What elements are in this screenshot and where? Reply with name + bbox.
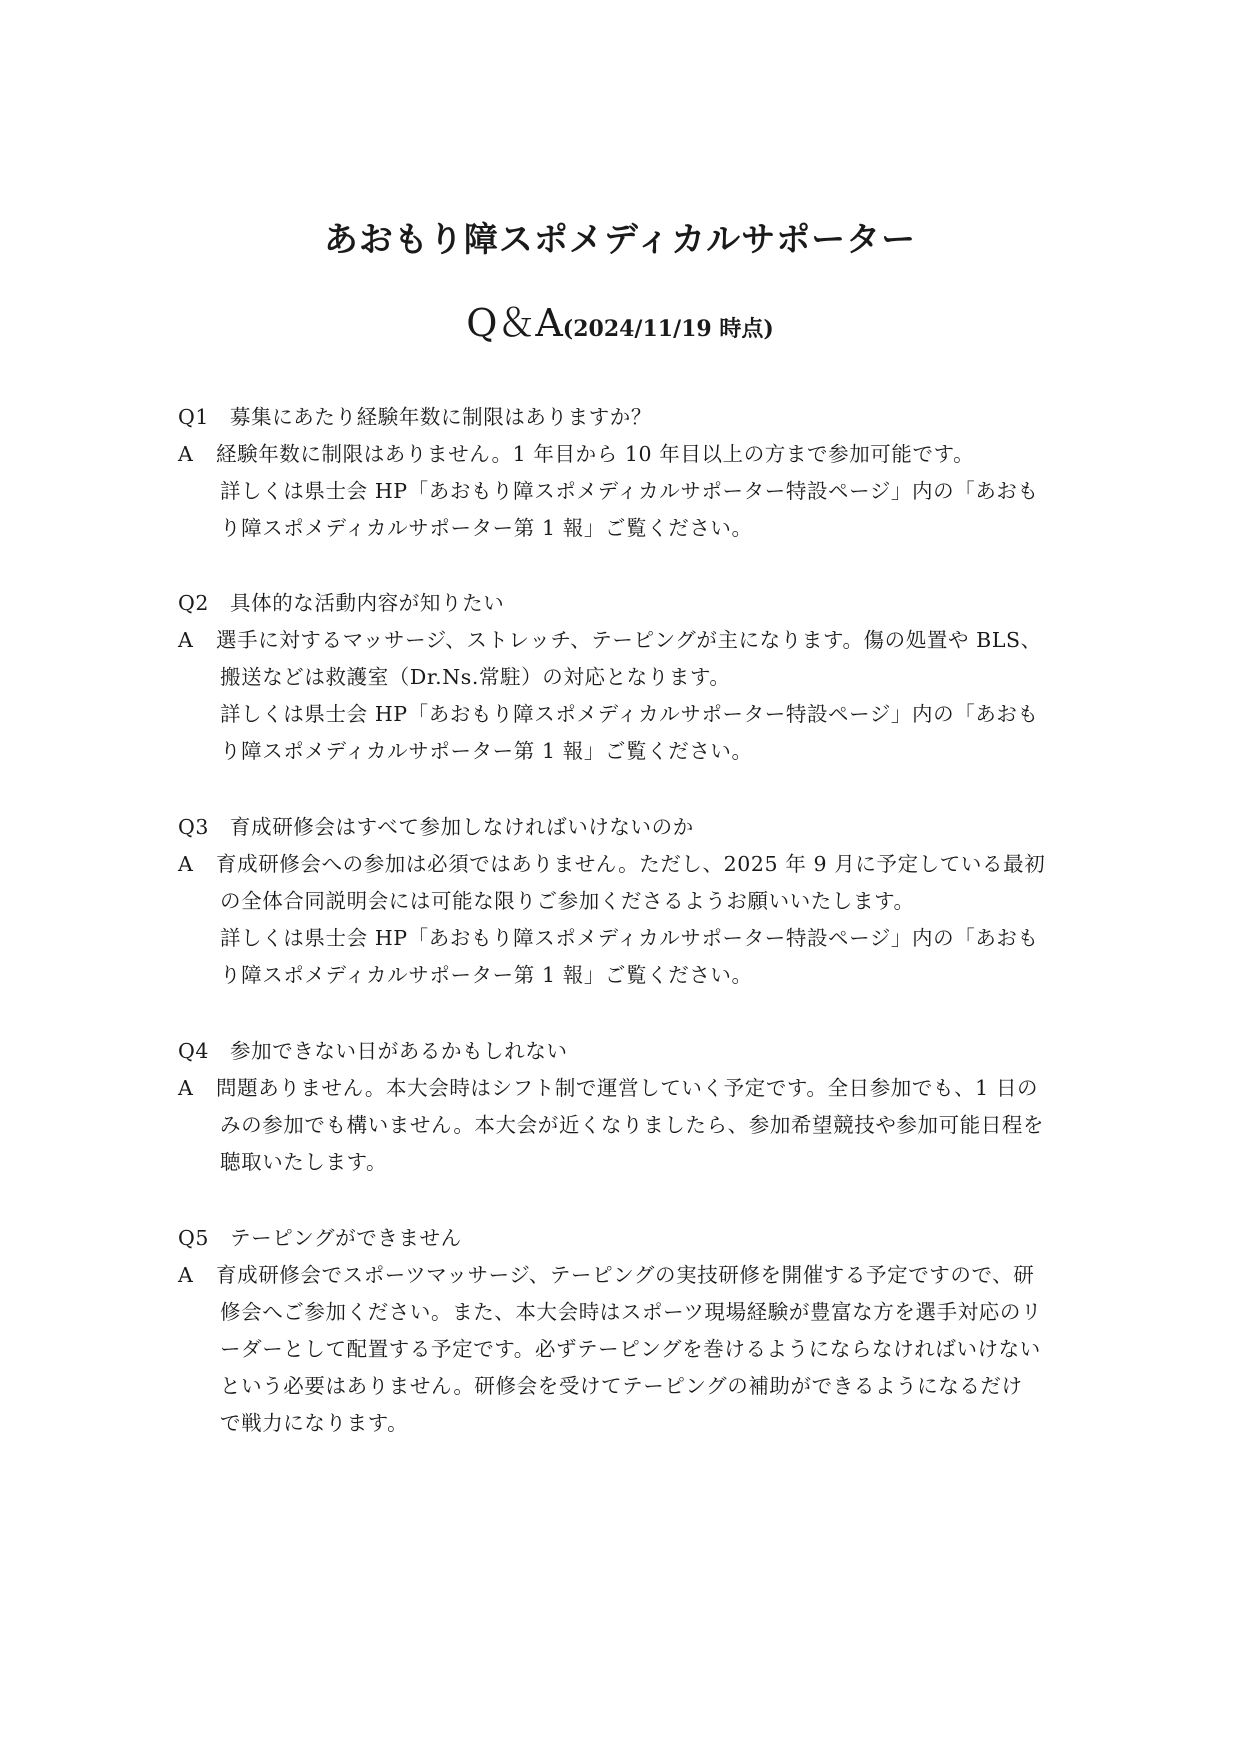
answer-line: り障スポメディカルサポーター第 1 報」ご覧ください。: [220, 516, 753, 540]
answer-line: 詳しくは県士会 HP「あおもり障スポメディカルサポーター特設ページ」内の「あおも: [220, 926, 1039, 950]
answer-label: A: [178, 628, 194, 652]
document-subtitle: [0, 298, 1240, 356]
answer-line: で戦力になります。: [220, 1411, 409, 1435]
question-label: Q2: [178, 591, 210, 615]
answer-line: 経験年数に制限はありません。1 年目から 10 年目以上の方まで参加可能です。: [216, 442, 975, 466]
answer-line: 修会へご参加ください。また、本大会時はスポーツ現場経験が豊富な方を選手対応のリ: [220, 1300, 1043, 1324]
answer-label: A: [178, 1076, 194, 1100]
answer-line: 聴取いたします。: [220, 1150, 388, 1174]
answer-line: の全体合同説明会には可能な限りご参加くださるようお願いいたします。: [220, 889, 915, 913]
subtitle-date: (2024/11/19 時点): [562, 316, 774, 342]
answer-line: ーダーとして配置する予定です。必ずテーピングを巻けるようにならなければいけない: [220, 1337, 1041, 1361]
answer-line: 問題ありません。本大会時はシフト制で運営していく予定です。全日参加でも、1 日の: [216, 1076, 1039, 1100]
answer-line: 搬送などは救護室（Dr.Ns.常駐）の対応となります。: [220, 665, 731, 689]
answer-line: という必要はありません。研修会を受けてテーピングの補助ができるようになるだけ: [220, 1374, 1023, 1398]
answer-line: 詳しくは県士会 HP「あおもり障スポメディカルサポーター特設ページ」内の「あおも: [220, 702, 1039, 726]
question-label: Q5: [178, 1226, 210, 1250]
answer-line: 育成研修会への参加は必須ではありません。ただし、2025 年 9 月に予定している最初: [216, 852, 1046, 876]
answer-line: り障スポメディカルサポーター第 1 報」ご覧ください。: [220, 963, 753, 987]
subtitle-main: Q＆A: [466, 301, 563, 345]
answer-label: A: [178, 852, 194, 876]
question-text: 参加できない日があるかもしれない: [230, 1039, 568, 1063]
answer-label: A: [178, 1263, 194, 1287]
question-label: Q4: [178, 1039, 210, 1063]
question-label: Q1: [178, 405, 210, 429]
question-label: Q3: [178, 815, 210, 839]
document-title: あおもり障スポメディカルサポーター: [323, 220, 917, 260]
answer-line: り障スポメディカルサポーター第 1 報」ご覧ください。: [220, 739, 753, 763]
answer-line: みの参加でも構いません。本大会が近くなりましたら、参加希望競技や参加可能日程を: [220, 1113, 1045, 1137]
question-text: 具体的な活動内容が知りたい: [230, 591, 505, 615]
answer-label: A: [178, 442, 194, 466]
answer-line: 選手に対するマッサージ、ストレッチ、テーピングが主になります。傷の処置や BLS、: [216, 628, 1042, 652]
answer-line: 育成研修会でスポーツマッサージ、テーピングの実技研修を開催する予定ですので、研: [216, 1263, 1035, 1287]
answer-line: 詳しくは県士会 HP「あおもり障スポメディカルサポーター特設ページ」内の「あおも: [220, 479, 1039, 503]
question-text: 募集にあたり経験年数に制限はありますか？: [230, 405, 652, 429]
question-text: 育成研修会はすべて参加しなければいけないのか: [230, 815, 694, 839]
question-text: テーピングができません: [230, 1226, 462, 1250]
